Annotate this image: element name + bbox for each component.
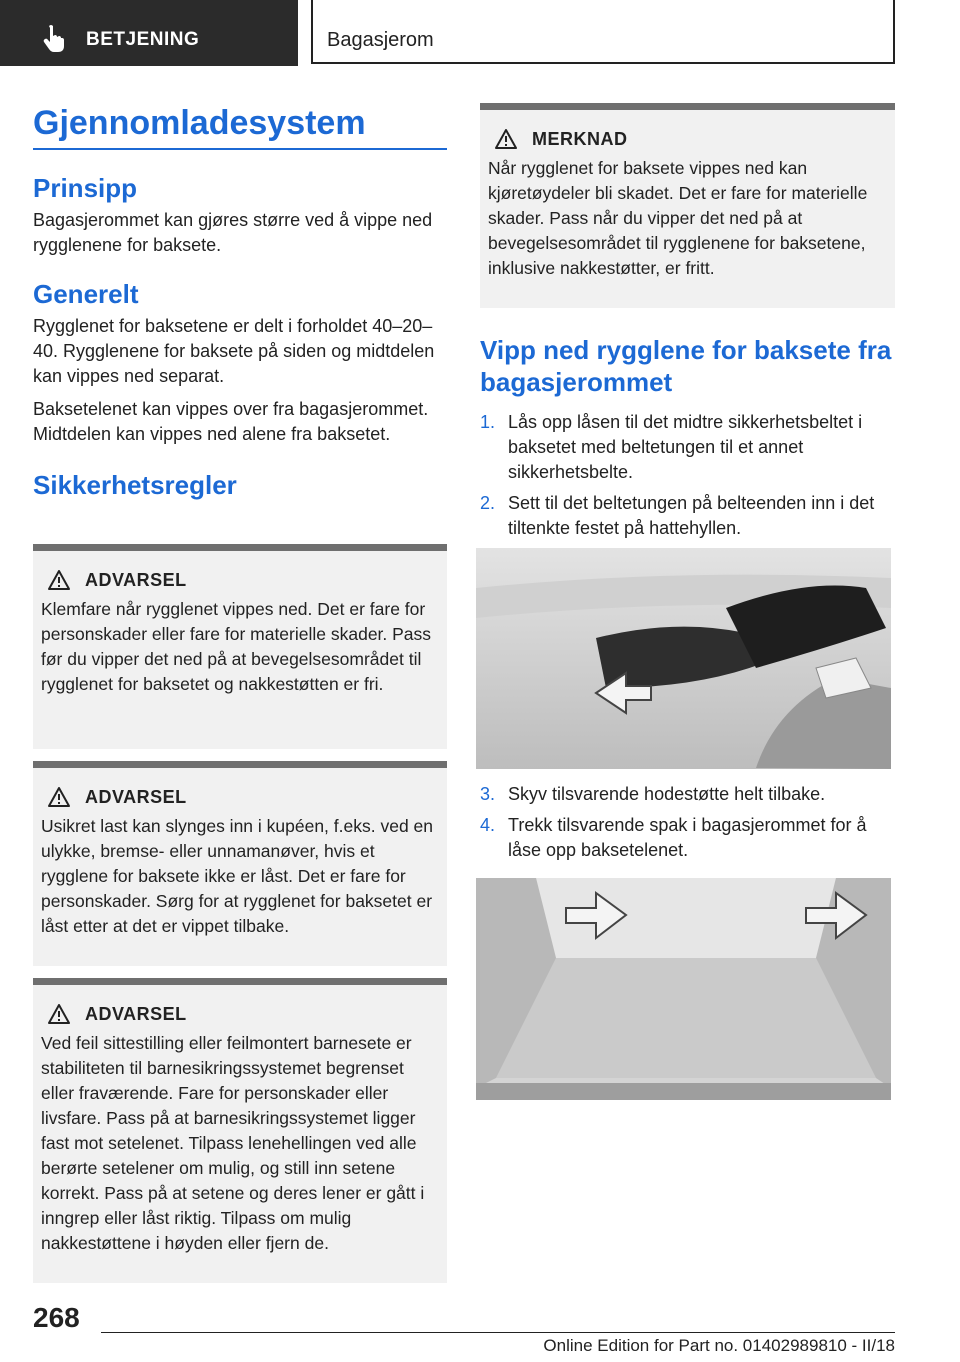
warning-box: [33, 761, 447, 966]
right-section-2: [480, 782, 895, 869]
step-text: Lås opp låsen til det midtre sikkerhetsbeltet i baksetet med beltetungen til et annet sikkerhetsbelte.: [508, 412, 863, 482]
warning-text: Klemfare når rygglenet vippes ned. Det er fare for personskader eller fare for materielle skader. Pass før du vipper det ned på at bevegelsesområdet til rygglenet for baksetet og nakkestøtten er fri.: [41, 599, 432, 694]
note-text: Når rygglenet for baksete vippes ned kan kjøretøydeler bli skadet. Det er fare for materielle skader. Pass når du vipper det ned på at bevegelsesområdet til rygglenene for baksetene, inklusive nakkestøtter, er fritt.: [488, 158, 868, 278]
footer-rule: [101, 1332, 895, 1333]
list-item: [480, 410, 895, 485]
page-footer: [33, 1302, 895, 1355]
paragraph-generelt-2: Baksetelenet kan vippes over fra bagasjerommet. Midtdelen kan vippes ned alene fra baksetet.: [33, 399, 429, 444]
note-box: [480, 103, 895, 308]
belt-shelf-illustration: [476, 548, 891, 769]
step-text: Skyv tilsvarende hodestøtte helt tilbake.: [508, 784, 826, 804]
warning-label: ADVARSEL: [85, 786, 187, 807]
photo-belt-shelf: [476, 548, 891, 769]
warning-triangle-icon: [494, 128, 518, 150]
hand-pointer-icon: [42, 24, 66, 52]
page-title: Gjennomladesystem: [33, 100, 447, 150]
page-header-title: Bagasjerom: [327, 29, 434, 51]
warning-label: ADVARSEL: [85, 1003, 187, 1024]
list-item: [480, 813, 895, 863]
warning-triangle-icon: [47, 569, 71, 591]
step-number: 2.: [480, 493, 496, 513]
photo-trunk-levers: [476, 878, 891, 1100]
trunk-illustration: [476, 878, 891, 1100]
step-number: 3.: [480, 784, 496, 804]
paragraph-prinsipp: Bagasjerommet kan gjøres større ved å vippe ned rygglenene for baksete.: [33, 210, 433, 255]
list-item: [480, 491, 895, 541]
step-number: 1.: [480, 412, 496, 432]
page-number: 268: [33, 1302, 80, 1333]
note-label: MERKNAD: [532, 128, 628, 149]
warning-triangle-icon: [47, 1003, 71, 1025]
warning-box: [33, 978, 447, 1283]
warning-box: [33, 544, 447, 749]
section-label: BETJENING: [86, 29, 200, 50]
heading-generelt: Generelt: [33, 279, 139, 309]
step-text: Trekk tilsvarende spak i bagasjerommet for å låse opp baksetelenet.: [508, 815, 867, 860]
left-column: [33, 100, 447, 501]
warning-triangle-icon: [47, 786, 71, 808]
list-item: [480, 782, 895, 807]
page-header-title-box: [311, 0, 895, 64]
section-tab: [0, 0, 298, 66]
paragraph-generelt-1: Rygglenet for baksetene er delt i forholdet 40–20–40. Rygglenene for baksete på siden og midtdelen kan vippes ned separat.: [33, 316, 435, 386]
right-section: [480, 334, 895, 547]
step-number: 4.: [480, 815, 496, 835]
steps-list-a: [480, 410, 895, 541]
warning-text: Ved feil sittestilling eller feilmontert barnesete er stabiliteten til barnesikringssystemet begrenset eller fraværende. Fare for personskader eller livsfare. Pass på at barnesikringssystemet ligger fast mot setelenet. Tilpass lenehellingen ved alle berørte setelener om mulig, og still inn setene korrekt. Pass på at setene og deres lener er gått i inngrep eller låst riktig. Tilpass om mulig nakkestøttene i høyden eller fjern de.: [41, 1033, 425, 1253]
edition-note: Online Edition for Part no. 01402989810 - II/18: [543, 1336, 895, 1355]
heading-vipp-ned: Vipp ned rygglene for baksete fra bagasjerommet: [480, 335, 892, 397]
heading-prinsipp: Prinsipp: [33, 173, 138, 203]
warning-text: Usikret last kan slynges inn i kupéen, f.eks. ved en ulykke, bremse- eller unnamanøver, hvis et rygglene for baksete ikke er låst. Det er fare for personskader. Sørg for at rygglenet for baksetet er låst etter at det er vippet tilbake.: [41, 816, 434, 936]
steps-list-b: [480, 782, 895, 863]
step-text: Sett til det beltetungen på belteenden inn i det tiltenkte festet på hattehyllen.: [508, 493, 875, 538]
warning-label: ADVARSEL: [85, 569, 187, 590]
heading-sikkerhetsregler: Sikkerhetsregler: [33, 470, 237, 500]
